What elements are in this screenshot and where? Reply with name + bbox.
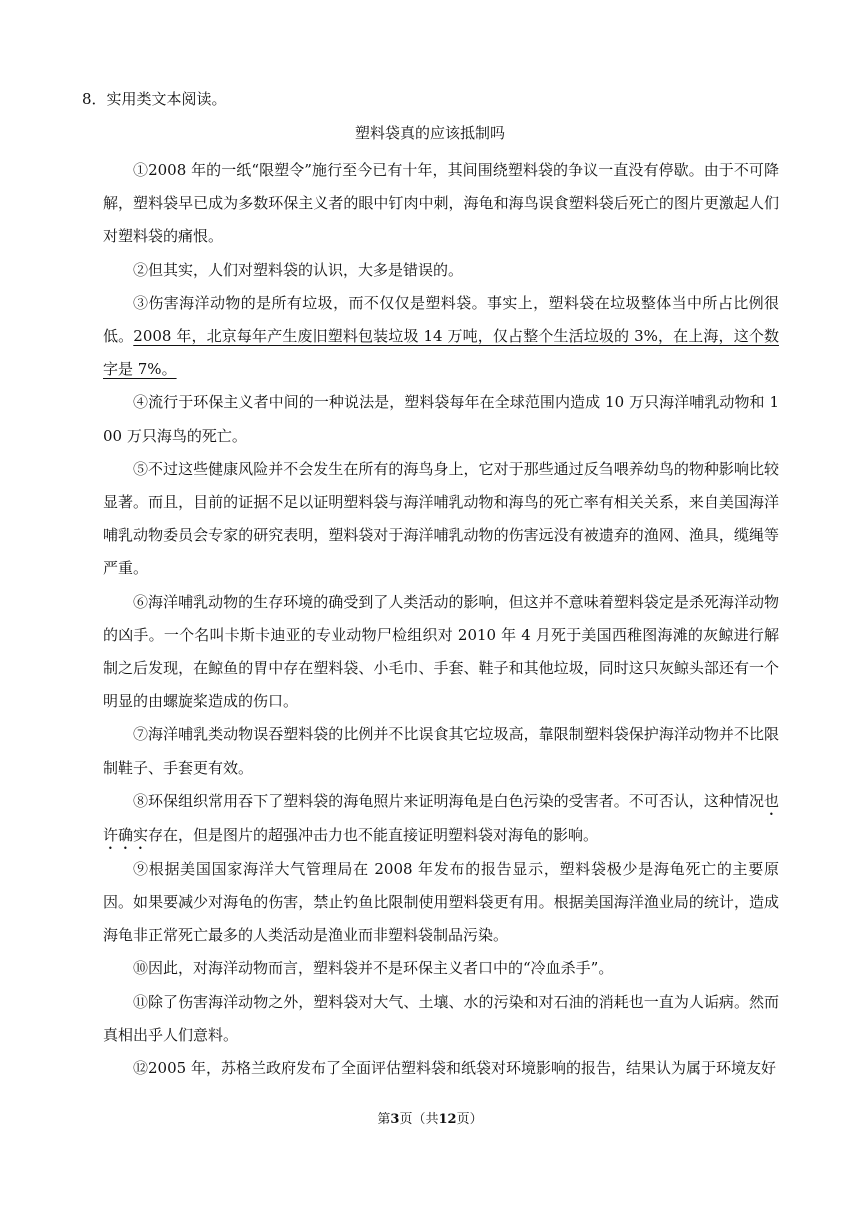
emphasized-phrase: 也许确实 — [103, 791, 779, 844]
footer-suffix: 页） — [456, 1112, 483, 1127]
paragraph-8-text-after: 存在，但是图片的超强冲击力也不能直接证明塑料袋对海龟的影响。 — [148, 825, 599, 844]
paragraph-3 — [103, 287, 779, 387]
paragraph-4: ④流行于环保主义者中间的一种说法是，塑料袋每年在全球范围内造成 10 万只海洋哺乳动物和 100 万只海鸟的死亡。 — [103, 393, 779, 445]
total-pages: 12 — [438, 1112, 457, 1127]
paragraph-2: ②但其实，人们对塑料袋的认识，大多是错误的。 — [133, 260, 464, 279]
paragraph-7: ⑦海洋哺乳类动物误吞塑料袋的比例并不比误食其它垃圾高，靠限制塑料袋保护海洋动物并不比限制鞋子、手套更有效。 — [103, 725, 779, 777]
footer-prefix: 第 — [377, 1112, 391, 1127]
article-body — [103, 154, 779, 1085]
paragraph-5: ⑤不过这些健康风险并不会发生在所有的海鸟身上，它对于那些通过反刍喂养幼鸟的物种影响比较显著。而且，目前的证据不足以证明塑料袋与海洋哺乳动物和海鸟的死亡率有相关关系，来自美国海洋哺乳动物委员会专家的研究表明，塑料袋对于海洋哺乳动物的伤害远没有被遗弃的渔网、渔具，缆绳等严重。 — [103, 459, 779, 578]
question-label: 8．实用类文本阅读。 — [82, 90, 227, 108]
paragraph-10: ⑩因此，对海洋动物而言，塑料袋并不是环保主义者口中的“冷血杀手”。 — [133, 959, 614, 978]
paragraph-11: ⑪除了伤害海洋动物之外，塑料袋对大气、土壤、水的污染和对石油的消耗也一直为人诟病。然而真相出乎人们意料。 — [103, 992, 779, 1044]
page-footer — [0, 1111, 860, 1129]
underlined-statistic: 2008 年，北京每年产生废旧塑料包装垃圾 14 万吨，仅占整个生活垃圾的 3%，在上海，这个数字是 7%。 — [103, 327, 779, 379]
paragraph-8-text-before: ⑧环保组织常用吞下了塑料袋的海龟照片来证明海龟是白色污染的受害者。不可否认，这种情况 — [133, 791, 764, 810]
paragraph-9: ⑨根据美国国家海洋大气管理局在 2008 年发布的报告显示，塑料袋极少是海龟死亡的主要原因。如果要减少对海龟的伤害，禁止钓鱼比限制使用塑料袋更有用。根据美国海洋渔业局的统计，造成海龟非正常死亡最多的人类活动是渔业而非塑料袋制品污染。 — [103, 859, 779, 945]
paragraph-3-text: ③伤害海洋动物的是所有垃圾，而不仅仅是塑料袋。事实上，塑料袋在垃圾整体当中所占比例很低。 — [103, 293, 779, 346]
footer-middle: 页（共 — [399, 1112, 439, 1127]
paragraph-6: ⑥海洋哺乳动物的生存环境的确受到了人类活动的影响，但这并不意味着塑料袋定是杀死海洋动物的凶手。一个名叫卡斯卡迪亚的专业动物尸检组织对 2010 年 4 月死于美国西稚图海滩的灰鲸进行解制之后发现，在鲸鱼的胃中存在塑料袋、小毛巾、手套、鞋子和其他垃圾，同时这只灰鲸头部还有一个明显的由螺旋桨造成的伤口。 — [103, 592, 779, 711]
paragraph-1: ①2008 年的一纸“限塑令”施行至今已有十年，其间围绕塑料袋的争议一直没有停歇。由于不可降解，塑料袋早已成为多数环保主义者的眼中钉肉中刺，海龟和海鸟误食塑料袋后死亡的图片更激起人们对塑料袋的痛恨。 — [103, 161, 779, 246]
page-number: 3 — [390, 1112, 400, 1127]
paragraph-12: ⑫2005 年，苏格兰政府发布了全面评估塑料袋和纸袋对环境影响的报告，结果认为属于环境友好 — [133, 1059, 776, 1078]
paragraph-8 — [103, 785, 779, 853]
article-title: 塑料袋真的应该抵制吗 — [354, 124, 505, 142]
